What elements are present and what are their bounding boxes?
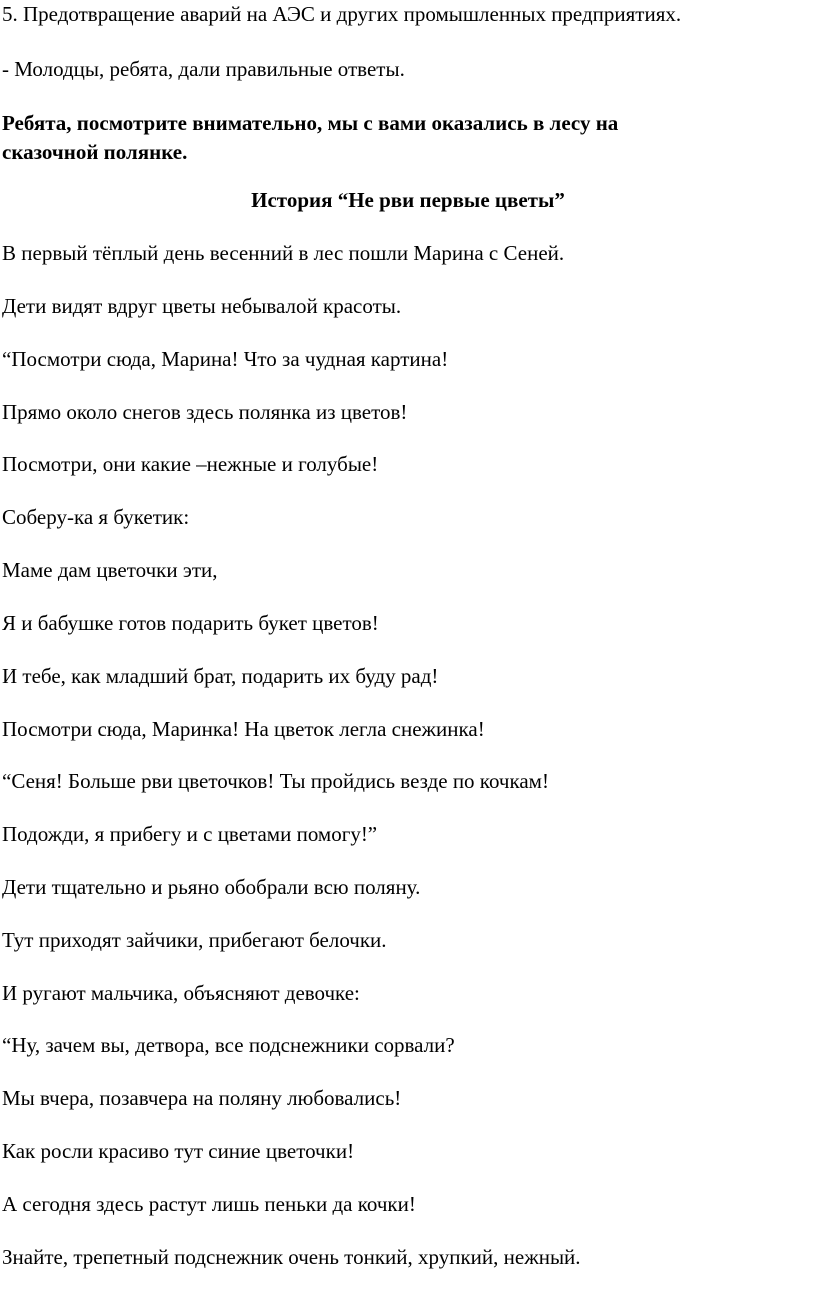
story-line: Подожди, я прибегу и с цветами помогу!” [2,822,378,846]
story-line: Прямо около снегов здесь полянка из цветов! [2,400,408,424]
story-line: Как росли красиво тут синие цветочки! [2,1139,355,1163]
story-line: Соберу-ка я букетик: [2,505,190,529]
story-line: Тут приходят зайчики, прибегают белочки. [2,928,387,952]
story-line: Посмотри, они какие –нежные и голубые! [2,452,379,476]
story-line: Посмотри сюда, Маринка! На цветок легла снежинка! [2,717,485,741]
story-line: “Сеня! Больше рви цветочков! Ты пройдись везде по кочкам! [2,769,549,793]
intro-line-2: - Молодцы, ребята, дали правильные ответы. [2,57,405,81]
story-title: История “Не рви первые цветы” [251,188,565,212]
story-line: А сегодня здесь растут лишь пеньки да кочки! [2,1192,416,1216]
story-line: Маме дам цветочки эти, [2,558,218,582]
story-line: И тебе, как младший брат, подарить их буду рад! [2,664,439,688]
story-line: “Ну, зачем вы, детвора, все подснежники сорвали? [2,1033,455,1057]
story-line: Я и бабушке готов подарить букет цветов! [2,611,379,635]
intro-line-1: 5. Предотвращение аварий на АЭС и других промышленных предприятиях. [2,2,682,26]
bold-paragraph-line-1: Ребята, посмотрите внимательно, мы с вами оказались в лесу на [2,111,619,135]
story-line: Мы вчера, позавчера на поляну любовались! [2,1086,402,1110]
story-line: Знайте, трепетный подснежник очень тонкий, хрупкий, нежный. [2,1245,581,1269]
story-line: Дети тщательно и рьяно обобрали всю поляну. [2,875,421,899]
story-line: Дети видят вдруг цветы небывалой красоты. [2,294,402,318]
story-line: И ругают мальчика, объясняют девочке: [2,981,360,1005]
story-line: В первый тёплый день весенний в лес пошли Марина с Сеней. [2,241,565,265]
bold-paragraph-line-2: сказочной полянке. [2,140,188,164]
story-line: “Посмотри сюда, Марина! Что за чудная картина! [2,347,449,371]
